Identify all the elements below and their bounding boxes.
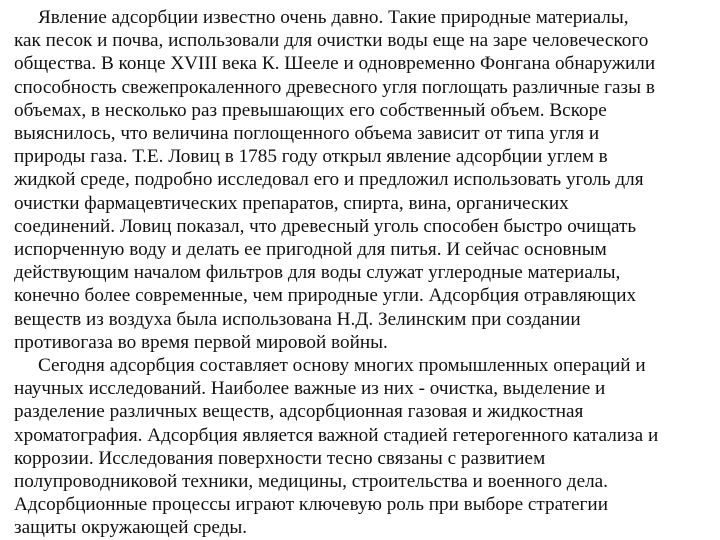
text-line: очистки фармацевтических препаратов, спирта, вина, органических xyxy=(14,192,569,214)
text-line: разделение различных веществ, адсорбционная газовая и жидкостная xyxy=(14,401,584,423)
text-line: полупроводниковой техники, медицины, строительства и военного дела. xyxy=(14,471,608,493)
text-line: Сегодня адсорбция составляет основу многих промышленных операций и xyxy=(38,355,646,377)
text-line: способность свежепрокаленного древесного угля поглощать различные газы в xyxy=(14,76,655,98)
text-line: Явление адсорбции известно очень давно. Такие природные материалы, xyxy=(38,7,629,28)
document-page xyxy=(14,6,708,540)
text-line: действующим началом фильтров для воды служат углеродные материалы, xyxy=(14,262,621,284)
text-line: природы газа. Т.Е. Ловиц в 1785 году открыл явление адсорбции углем в xyxy=(14,146,608,168)
text-line: научных исследований. Наиболее важные из них - очистка, выделение и xyxy=(14,378,606,400)
text-line: как песок и почва, использовали для очистки воды еще на заре человеческого xyxy=(14,30,649,52)
text-line: конечно более современные, чем природные угли. Адсорбция отравляющих xyxy=(14,285,637,307)
text-line: противогаза во время первой мировой войны. xyxy=(14,331,388,353)
text-line: Адсорбционные процессы играют ключевую роль при выборе стратегии xyxy=(14,494,608,516)
text-line: хроматография. Адсорбция является важной стадией гетерогенного катализа и xyxy=(14,424,659,446)
text-line: выяснилось, что величина поглощенного объема зависит от типа угля и xyxy=(14,123,600,145)
text-line: жидкой среде, подробно исследовал его и предложил использовать уголь для xyxy=(14,169,644,191)
text-line: общества. В конце XVIII века К. Шееле и одновременно Фонгана обнаружили xyxy=(14,53,656,75)
paragraph-adsorption-today xyxy=(14,354,708,540)
paragraph-adsorption-history xyxy=(14,6,708,354)
text-line: соединений. Ловиц показал, что древесный уголь способен быстро очищать xyxy=(14,215,637,237)
text-line: объемах, в несколько раз превышающих его собственный объем. Вскоре xyxy=(14,99,607,121)
text-line: веществ из воздуха была использована Н.Д. Зелинским при создании xyxy=(14,308,581,330)
text-line: защиты окружающей среды. xyxy=(14,517,248,539)
text-line: коррозии. Исследования поверхности тесно связаны с развитием xyxy=(14,447,546,469)
text-line: испорченную воду и делать ее пригодной для питья. И сейчас основным xyxy=(14,239,607,261)
